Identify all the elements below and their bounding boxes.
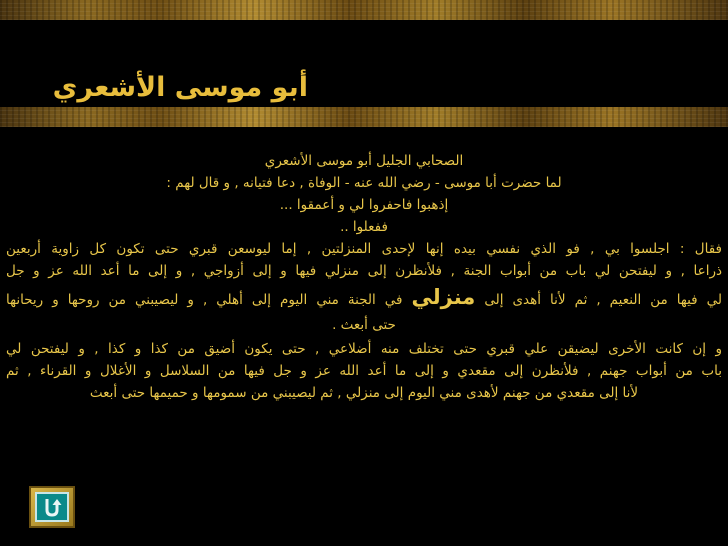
text-line-6: ذراعا , و ليفتحن لي باب من أبواب الجنة , فلأنظرن إلى منزلي فيها و إلى أزواجي , و إلى ما أعد الله عز و جل <box>6 263 722 279</box>
text-line-7 <box>6 282 722 312</box>
text-line-11: لأنا إلى مقعدي من جهنم لأهدى مني اليوم إلى منزلي , ثم ليصيبني من سمومها و حميمها حتى أبعث <box>89 385 639 401</box>
text-line-5: فقال : اجلسوا بي , فو الذي نفسي بيده إنها لإحدى المنزلتين , إما ليوسعن قبري حتى تكون كل زاوية أربعين <box>6 241 722 257</box>
u-turn-arrow-icon <box>41 496 63 518</box>
text-line-2: لما حضرت أبا موسى - رضي الله عنه - الوفاة , دعا فتيانه , و قال لهم : <box>166 175 562 191</box>
text-line-10: باب من أبواب جهنم , فلأنظرن إلى مقعدي و إلى ما أعد الله عز و جل فيها من السلاسل و الأغلال و القرناء , ثم <box>6 363 722 379</box>
emphasis-word: منزلي <box>411 285 476 309</box>
text-line-8: حتى أبعث . <box>332 317 396 333</box>
line7-before: لي فيها من النعيم , ثم لأنا أهدى إلى <box>475 292 722 308</box>
text-line-1: الصحابي الجليل أبو موسى الأشعري <box>264 153 464 169</box>
line7-after: في الجنة مني اليوم إلى أهلي , و ليصيبني من روحها و ريحانها <box>6 292 412 308</box>
bottom-decorative-band <box>0 107 728 127</box>
back-button[interactable] <box>29 486 75 528</box>
text-line-4: ففعلوا .. <box>340 219 388 235</box>
text-line-3: إذهبوا فاحفروا لي و أعمقوا ... <box>279 197 449 213</box>
text-line-9: و إن كانت الأخرى ليضيقن علي قبري حتى تختلف منه أضلاعي , حتى يكون أضيق من كذا و كذا , و ليفتحن لي <box>6 341 722 357</box>
slide-body <box>6 150 722 404</box>
slide-title: أبو موسى الأشعري <box>52 72 308 103</box>
top-decorative-band <box>0 0 728 20</box>
